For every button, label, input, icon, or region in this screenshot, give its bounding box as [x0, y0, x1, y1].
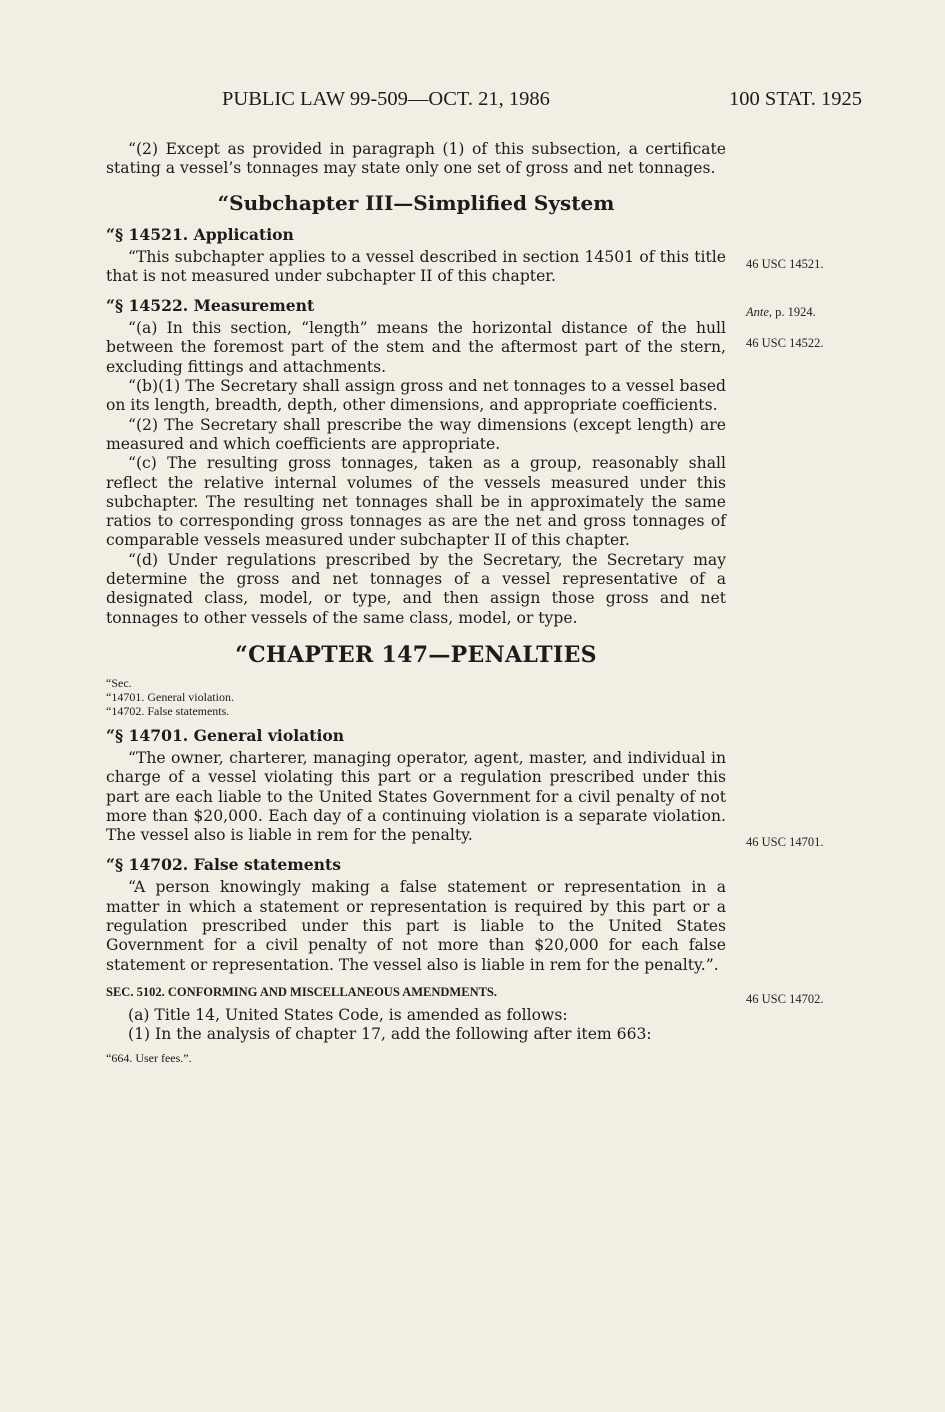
section-14701-text: “The owner, charterer, managing operator, agent, master, and individual in charge of a vessel violating this part or a regulation prescribed under this part are each liable to the United States Government for a civil penalty of not more than $20,000. Each day of a continuing violation is a separate violation. The vessel also is liable in rem for the penalty. [106, 748, 726, 845]
paragraph-2: “(2) Except as provided in paragraph (1) of this subsection, a certificate stating a vessel’s tonnages may state only one set of gross and net tonnages. [106, 140, 726, 178]
section-14522-a: “(a) In this section, “length” means the horizontal distance of the hull between the foremost part of the stem and the aftermost part of the stern, excluding fittings and attachments. [106, 319, 726, 376]
margin-note-ante-italic: Ante [746, 305, 769, 319]
section-14522-b1: “(b)(1) The Secretary shall assign gross and net tonnages to a vessel based on its length, breadth, depth, other dimensions, and appropriate coefficients. [106, 377, 726, 415]
margin-note-14522: 46 USC 14522. [746, 336, 824, 350]
margin-note-14701: 46 USC 14701. [746, 835, 824, 849]
section-14522-d: “(d) Under regulations prescribed by the Secretary, the Secretary may determine the gross and net tonnages of a vessel representative of a designated class, model, or type, and then assign those gross and net tonnages to other vessels of the same class, model, or type. [106, 550, 726, 627]
section-14521-heading: “§ 14521. Application [106, 224, 294, 244]
margin-note-ante [746, 305, 816, 320]
section-14702-text: “A person knowingly making a false statement or representation in a matter in which a statement or representation is required by this part or a regulation prescribed under this part is liable to the United States Government for a civil penalty of not more than $20,000 for each false statement or representation. The vessel also is liable in rem for the penalty.”. [106, 878, 726, 974]
margin-note-14521: 46 USC 14521. [746, 257, 824, 271]
section-14702-heading: “§ 14702. False statements [106, 855, 341, 875]
contents-sec-label: “Sec. [106, 675, 132, 690]
margin-note-ante-page: , p. 1924. [768, 305, 816, 319]
header-stat-page: 100 STAT. 1925 [729, 88, 862, 110]
document-body [106, 140, 726, 1065]
item-664: “664. User fees.”. [106, 1050, 192, 1065]
chapter-contents [106, 676, 726, 718]
sec-5102-heading: SEC. 5102. CONFORMING AND MISCELLANEOUS AMENDMENTS. [106, 984, 498, 999]
page-header [106, 88, 862, 118]
section-14522-b2: “(2) The Secretary shall prescribe the way dimensions (except length) are measured and which coefficients are appropriate. [106, 415, 726, 453]
contents-item: “14701. General violation. [106, 689, 234, 704]
section-14701-heading: “§ 14701. General violation [106, 725, 345, 745]
subchapter-title: “Subchapter III—Simplified System [217, 190, 615, 215]
sec-5102-a1: (1) In the analysis of chapter 17, add the following after item 663: [128, 1025, 652, 1044]
section-14521-text: “This subchapter applies to a vessel described in section 14501 of this title that is not measured under subchapter II of this chapter. [106, 247, 726, 285]
header-law-citation: PUBLIC LAW 99-509—OCT. 21, 1986 [222, 88, 550, 110]
section-14522-heading: “§ 14522. Measurement [106, 296, 315, 316]
chapter-title: “CHAPTER 147—PENALTIES [235, 641, 597, 668]
section-14522-c: “(c) The resulting gross tonnages, taken as a group, reasonably shall reflect the relative internal volumes of the vessels measured under this subchapter. The resulting net tonnages shall be in approximately the same ratios to corresponding gross tonnages as are the net and gross tonnages of comparable vessels measured under subchapter II of this chapter. [106, 454, 726, 550]
sec-5102-a: (a) Title 14, United States Code, is amended as follows: [128, 1005, 568, 1024]
margin-note-14702: 46 USC 14702. [746, 992, 824, 1006]
contents-item: “14702. False statements. [106, 703, 230, 718]
